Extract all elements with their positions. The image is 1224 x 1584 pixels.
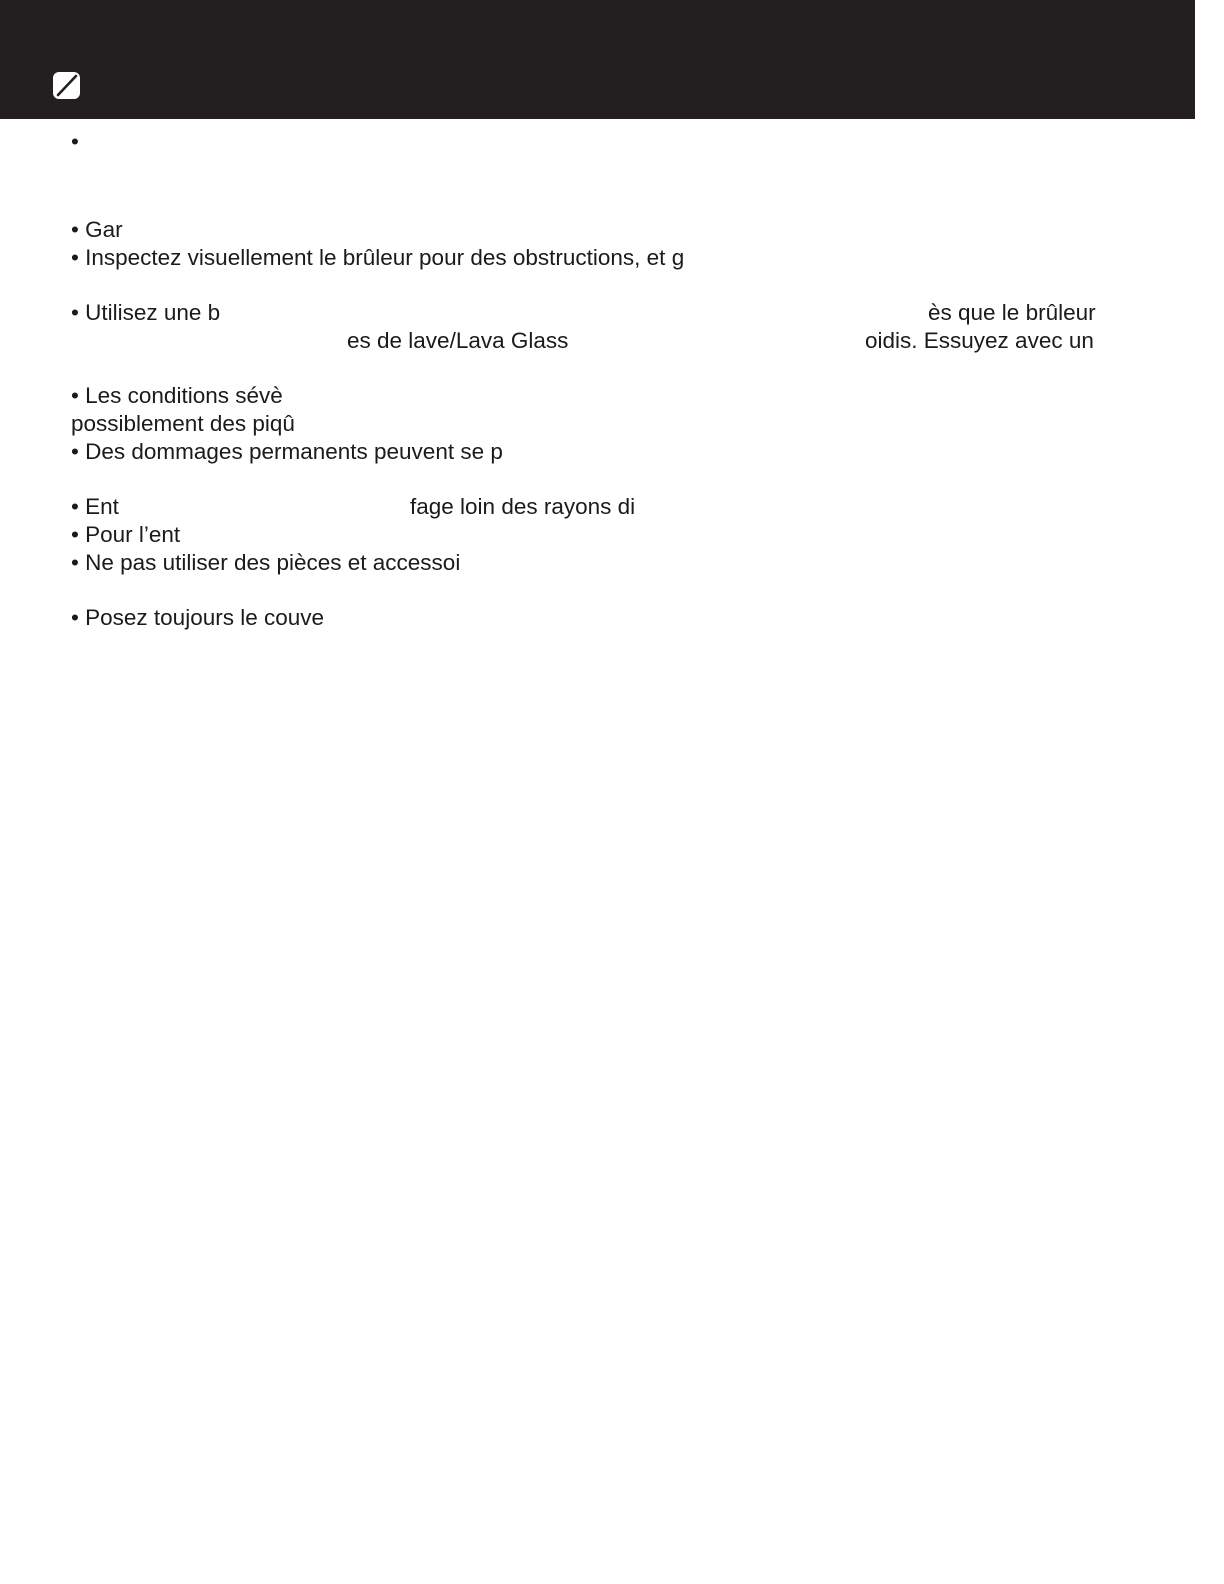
bullet-line: • Utilisez une b xyxy=(71,300,221,325)
bullet-line: • xyxy=(71,129,79,154)
text-fragment: ès que le brûleur xyxy=(928,300,1096,325)
bullet-line: • Ent xyxy=(71,494,119,519)
text-line: possiblement des piqû xyxy=(71,411,295,436)
bullet-line: • Pour l’ent xyxy=(71,522,181,547)
bullet-line: • Gar xyxy=(71,217,123,242)
text-fragment: es de lave/Lava Glass xyxy=(347,328,569,353)
bullet-line: • Ne pas utiliser des pièces et accessoi xyxy=(71,550,461,575)
text-fragment: oidis. Essuyez avec un xyxy=(865,328,1094,353)
bullet-line: • Posez toujours le couve xyxy=(71,605,325,630)
brand-leaf-icon xyxy=(53,72,80,99)
text-fragment: fage loin des rayons di xyxy=(410,494,636,519)
header-bar xyxy=(0,0,1195,119)
bullet-line: • Inspectez visuellement le brûleur pour des obstructions, et g xyxy=(71,245,685,270)
bullet-line: • Les conditions sévè xyxy=(71,383,283,408)
bullet-line: • Des dommages permanents peuvent se p xyxy=(71,439,503,464)
